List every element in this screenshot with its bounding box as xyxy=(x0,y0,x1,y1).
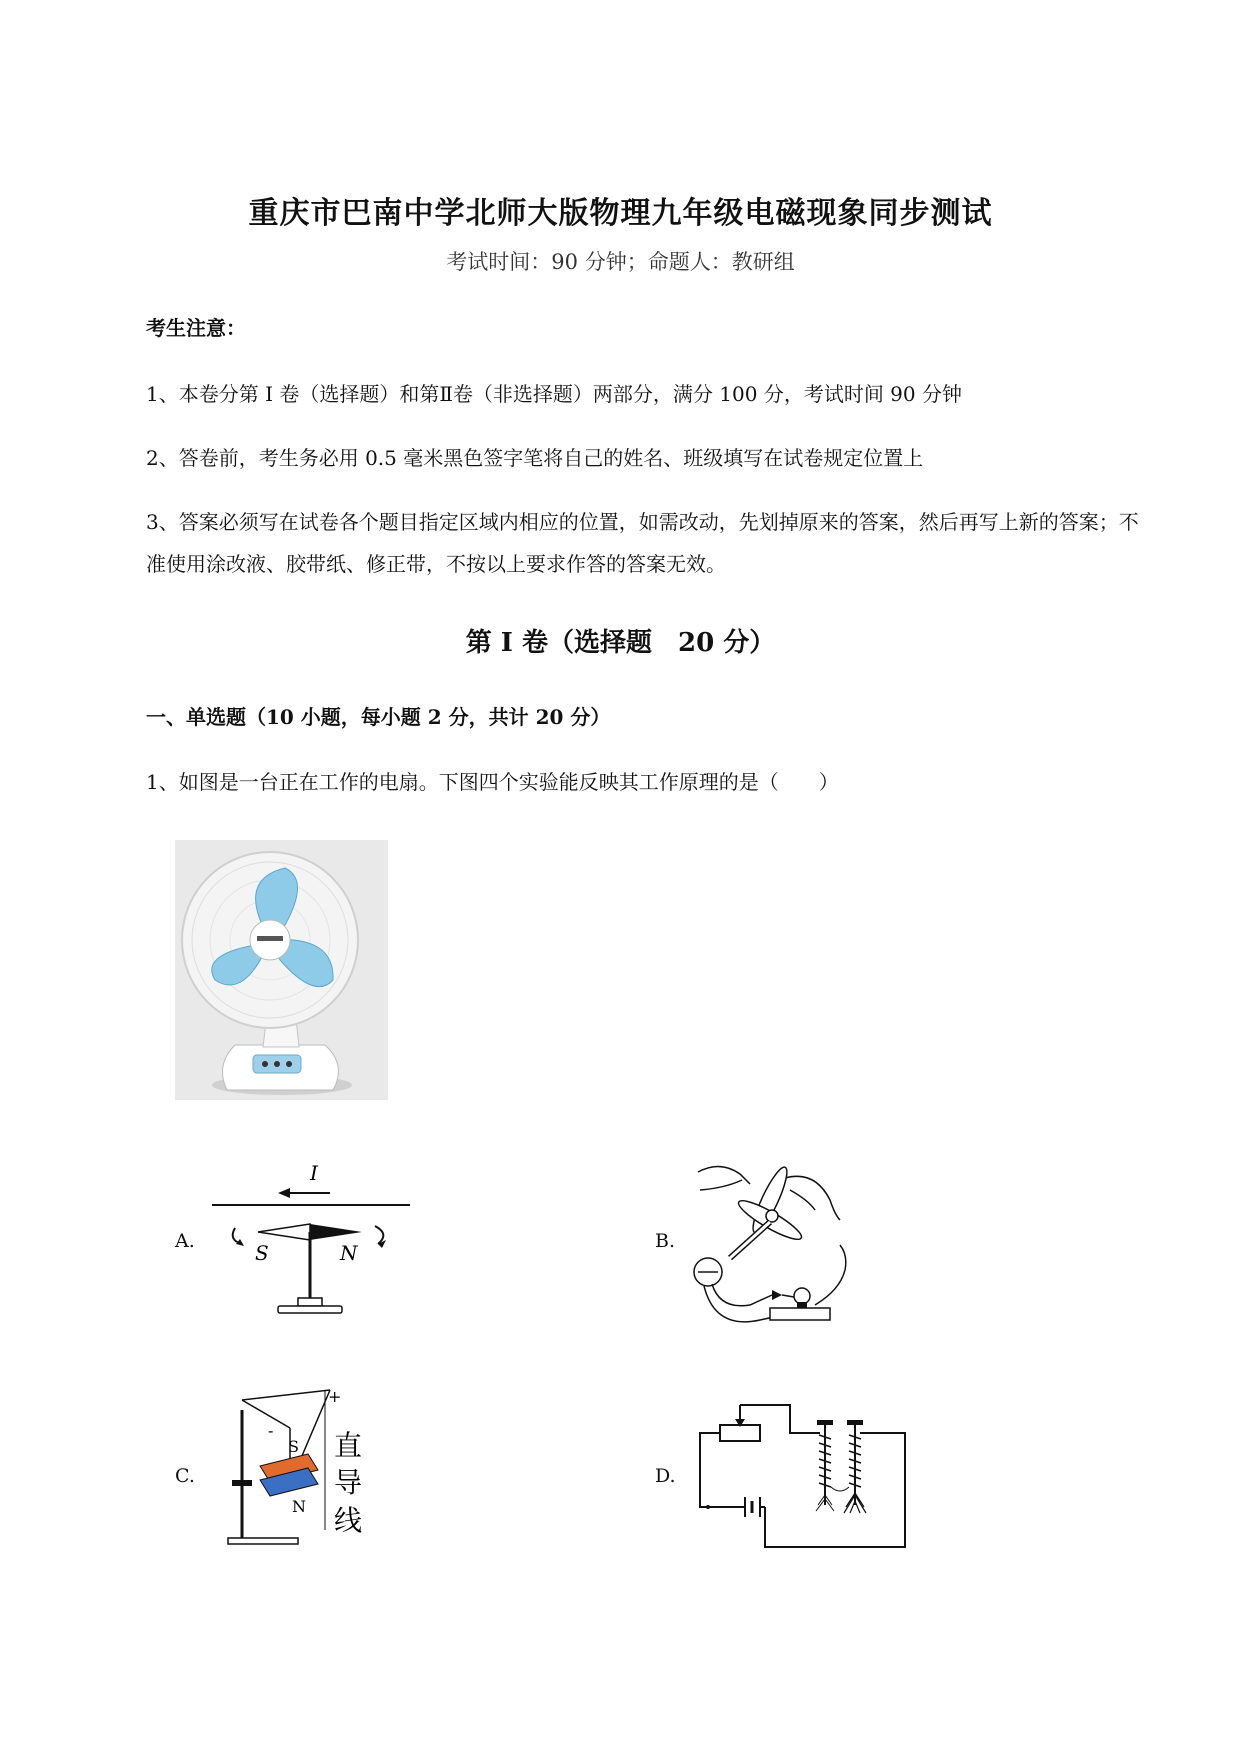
notice-item-2: 2、答卷前，考生务必用 0.5 毫米黑色签字笔将自己的姓名、班级填写在试卷规定位置上 xyxy=(146,446,924,470)
section-heading: 第 I 卷（选择题 20 分） xyxy=(465,628,776,658)
straight-wire-char-3: 线 xyxy=(334,1504,363,1537)
option-d-figure xyxy=(690,1395,915,1550)
north-pole-label: N xyxy=(340,1241,358,1265)
notice-heading: 考生注意： xyxy=(146,316,246,340)
option-b-label: B. xyxy=(655,1230,676,1252)
straight-wire-char-2: 导 xyxy=(334,1466,363,1499)
minus-terminal-label: - xyxy=(268,1421,274,1440)
question-group-heading: 一、单选题（10 小题，每小题 2 分，共计 20 分） xyxy=(146,705,611,729)
page-title: 重庆市巴南中学北师大版物理九年级电磁现象同步测试 xyxy=(248,196,993,231)
magnet-north-label: N xyxy=(292,1497,306,1516)
option-b-figure xyxy=(690,1160,850,1330)
electric-fan-image xyxy=(175,840,388,1100)
current-label: I xyxy=(310,1161,318,1185)
option-a-label: A. xyxy=(175,1230,195,1252)
option-a-figure xyxy=(210,1160,420,1320)
plus-terminal-label: + xyxy=(328,1387,342,1406)
option-c-figure xyxy=(220,1380,390,1555)
question-1-text: 1、如图是一台正在工作的电扇。下图四个实验能反映其工作原理的是（ ） xyxy=(146,770,839,794)
exam-info: 考试时间：90 分钟；命题人：教研组 xyxy=(446,250,795,274)
south-pole-label: S xyxy=(255,1241,269,1265)
notice-item-1: 1、本卷分第 I 卷（选择题）和第Ⅱ卷（非选择题）两部分，满分 100 分，考试时间 90 分钟 xyxy=(146,382,962,406)
notice-item-3: 3、答案必须写在试卷各个题目指定区域内相应的位置，如需改动，先划掉原来的答案，然后再写上新的答案；不准使用涂改液、胶带纸、修正带，不按以上要求作答的答案无效。 xyxy=(146,510,1139,576)
option-d-label: D. xyxy=(655,1465,676,1487)
magnet-south-label: S xyxy=(288,1437,299,1456)
option-c-label: C. xyxy=(175,1465,195,1487)
straight-wire-char-1: 直 xyxy=(334,1429,363,1462)
